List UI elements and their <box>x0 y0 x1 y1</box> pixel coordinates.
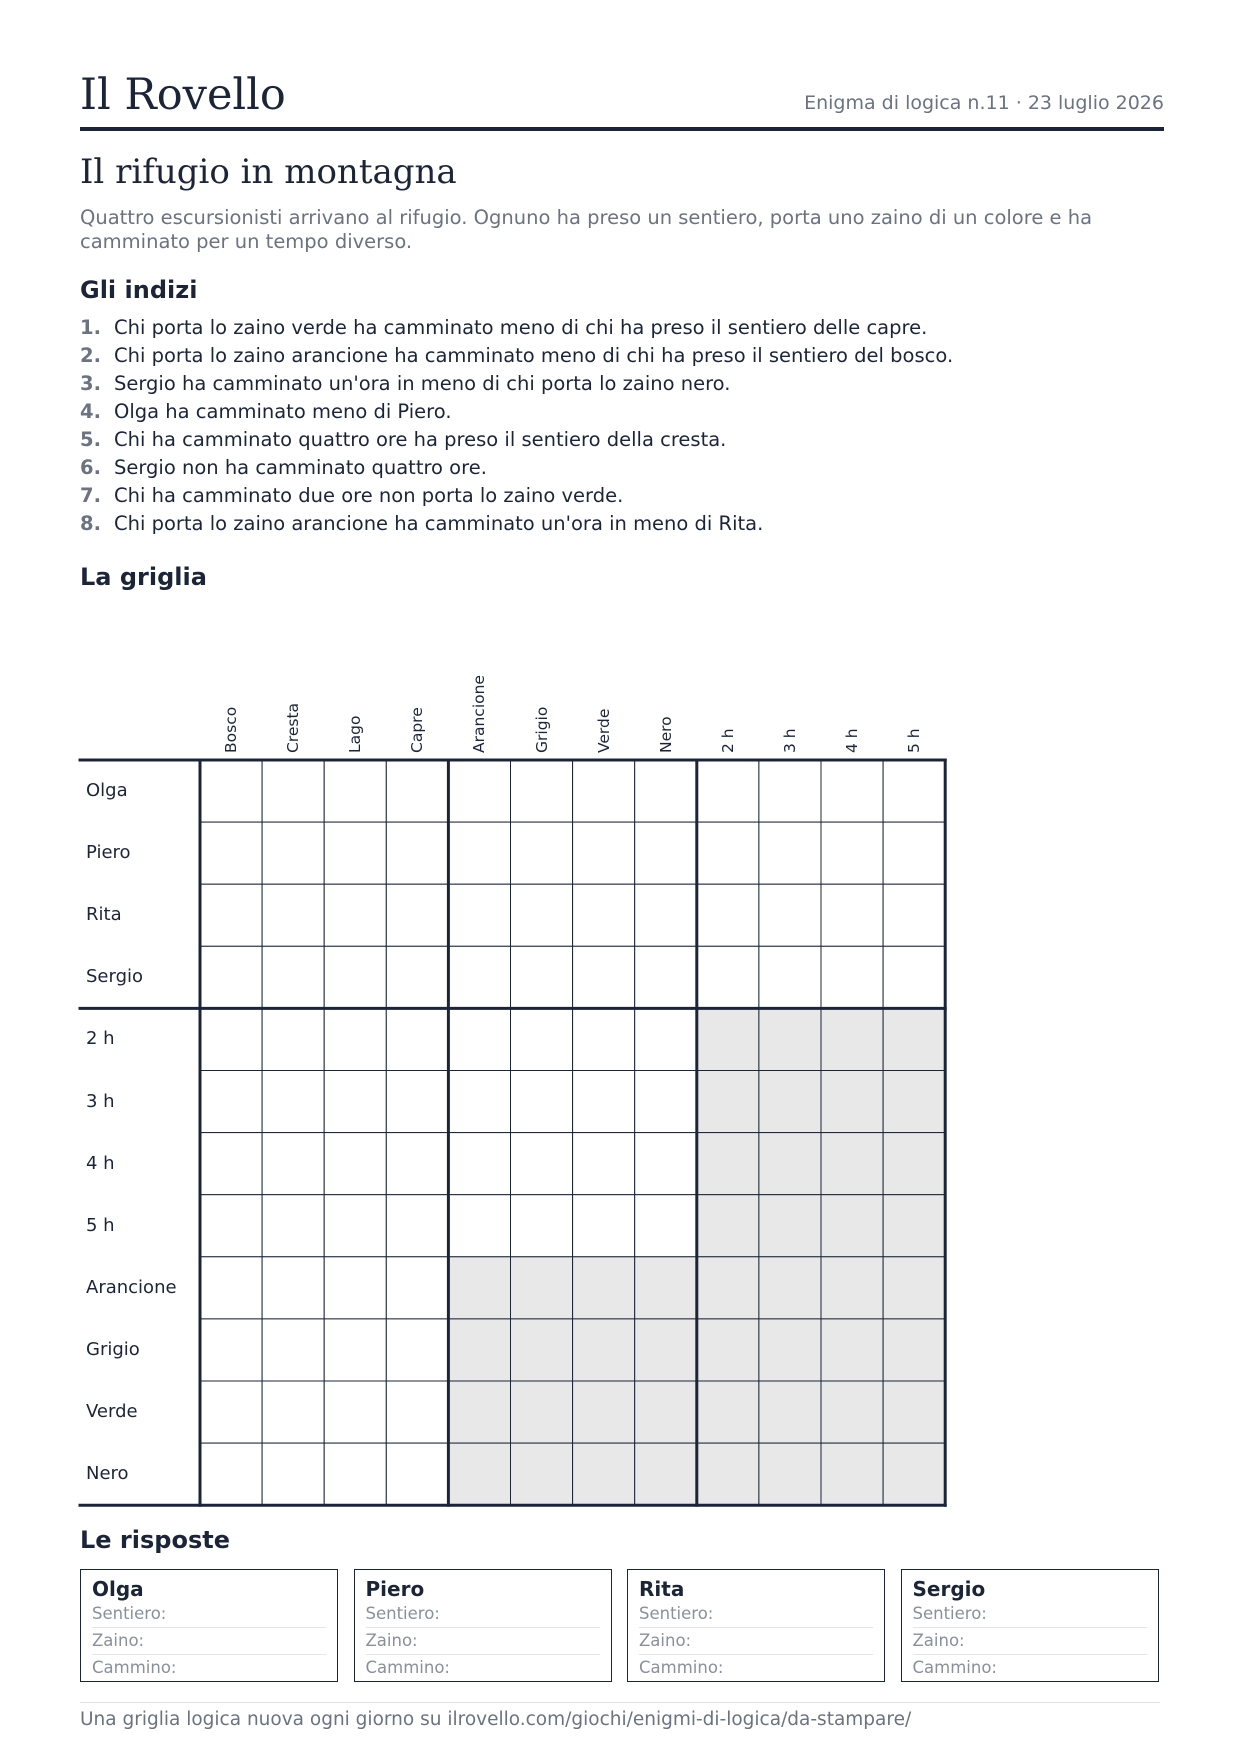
grid-cell[interactable] <box>635 1133 697 1195</box>
answer-card-name: Olga <box>92 1577 144 1601</box>
grid-cell[interactable] <box>200 1071 262 1133</box>
grid-cell-disabled <box>759 1443 821 1505</box>
grid-cell[interactable] <box>386 1071 448 1133</box>
grid-cell-disabled <box>821 1008 883 1070</box>
clue-text: Olga ha camminato meno di Piero. <box>114 400 452 423</box>
grid-cell[interactable] <box>262 1195 324 1257</box>
answer-field[interactable]: Cammino: <box>365 1658 450 1677</box>
grid-column-label: Capre <box>408 707 427 753</box>
grid-row-label: 5 h <box>86 1214 115 1236</box>
grid-cell-disabled <box>635 1381 697 1443</box>
grid-cell-disabled <box>635 1443 697 1505</box>
grid-cell[interactable] <box>324 1071 386 1133</box>
grid-column-label: 2 h <box>718 728 737 753</box>
grid-cell[interactable] <box>697 822 759 884</box>
grid-cell[interactable] <box>573 1071 635 1133</box>
answer-field[interactable]: Sentiero: <box>639 1601 873 1628</box>
grid-column-header <box>200 635 262 755</box>
grid-cell[interactable] <box>573 1008 635 1070</box>
grid-cell-disabled <box>635 1257 697 1319</box>
answer-cards <box>80 1569 1160 1685</box>
clue-number: 1. <box>80 316 101 339</box>
grid-cell-disabled <box>759 1133 821 1195</box>
clue-text: Chi porta lo zaino arancione ha camminato meno di chi ha preso il sentiero del bosco. <box>114 344 954 367</box>
grid-cell-disabled <box>821 1195 883 1257</box>
grid-cell[interactable] <box>511 1195 573 1257</box>
grid-row-label: Arancione <box>86 1276 177 1298</box>
answer-field[interactable]: Sentiero: <box>913 1601 1147 1628</box>
grid-cell[interactable] <box>821 884 883 946</box>
grid-column-header <box>821 635 883 755</box>
grid-cell-disabled <box>759 1071 821 1133</box>
grid-row-label: 4 h <box>86 1152 115 1174</box>
answer-field[interactable]: Cammino: <box>639 1658 724 1677</box>
grid-cell[interactable] <box>448 946 510 1008</box>
grid-cell[interactable] <box>448 822 510 884</box>
clue-number: 3. <box>80 372 101 395</box>
grid-cell[interactable] <box>200 884 262 946</box>
grid-cell[interactable] <box>200 946 262 1008</box>
grid-cell[interactable] <box>759 884 821 946</box>
grid-cell[interactable] <box>635 760 697 822</box>
grid-cell-disabled <box>573 1257 635 1319</box>
grid-cell[interactable] <box>386 1195 448 1257</box>
clue-text: Sergio ha camminato un'ora in meno di chi porta lo zaino nero. <box>114 372 731 395</box>
grid-cell-disabled <box>573 1443 635 1505</box>
clue-number: 4. <box>80 400 101 423</box>
answer-card-name: Rita <box>639 1577 685 1601</box>
grid-cell[interactable] <box>200 1133 262 1195</box>
grid-row-label: 3 h <box>86 1090 115 1112</box>
grid-cell[interactable] <box>697 760 759 822</box>
clue-number: 2. <box>80 344 101 367</box>
grid-cell-disabled <box>883 1381 945 1443</box>
grid-cell-disabled <box>697 1195 759 1257</box>
footer-text: Una griglia logica nuova ogni giorno su ilrovello.com/giochi/enigmi-di-logica/da-stampare/ <box>80 1709 912 1730</box>
grid-cell-disabled <box>448 1381 510 1443</box>
grid-cell-disabled <box>697 1133 759 1195</box>
grid-cell[interactable] <box>200 1195 262 1257</box>
grid-row-label: Grigio <box>86 1338 140 1360</box>
clue-number: 5. <box>80 428 101 451</box>
grid-row-label: Olga <box>86 780 128 801</box>
answer-field[interactable]: Zaino: <box>639 1628 873 1655</box>
grid-cell[interactable] <box>200 1443 262 1505</box>
grid-cell[interactable] <box>573 822 635 884</box>
grid-cell[interactable] <box>635 1071 697 1133</box>
grid-cell[interactable] <box>635 946 697 1008</box>
grid-cell[interactable] <box>262 946 324 1008</box>
grid-cell-disabled <box>635 1319 697 1381</box>
grid-cell[interactable] <box>324 1133 386 1195</box>
grid-cell[interactable] <box>511 822 573 884</box>
grid-row-label: Piero <box>86 842 131 864</box>
grid-cell[interactable] <box>883 822 945 884</box>
grid-cell-disabled <box>573 1319 635 1381</box>
grid-column-header <box>635 635 697 755</box>
grid-cell-disabled <box>697 1257 759 1319</box>
grid-cell[interactable] <box>883 884 945 946</box>
grid-cell[interactable] <box>200 1008 262 1070</box>
answer-card <box>901 1569 1159 1682</box>
answer-card <box>627 1569 885 1682</box>
answer-field[interactable]: Sentiero: <box>92 1601 326 1628</box>
grid-column-header <box>573 635 635 755</box>
grid-cell[interactable] <box>821 822 883 884</box>
grid-cell[interactable] <box>262 1008 324 1070</box>
grid-column-label: Lago <box>346 715 365 753</box>
clues-heading: Gli indizi <box>80 276 198 304</box>
grid-cell[interactable] <box>448 760 510 822</box>
grid-cell[interactable] <box>386 1257 448 1319</box>
grid-column-label: Grigio <box>532 706 551 753</box>
grid-cell-disabled <box>821 1257 883 1319</box>
grid-cell[interactable] <box>262 1071 324 1133</box>
grid-cell[interactable] <box>573 760 635 822</box>
grid-cell[interactable] <box>324 1008 386 1070</box>
grid-cell[interactable] <box>635 822 697 884</box>
grid-cell[interactable] <box>448 884 510 946</box>
clue-text: Chi ha camminato quattro ore ha preso il sentiero della cresta. <box>114 428 727 451</box>
grid-cell[interactable] <box>324 1257 386 1319</box>
clue-number: 8. <box>80 512 101 535</box>
grid-cell[interactable] <box>573 946 635 1008</box>
grid-column-header <box>386 635 448 755</box>
puzzle-title: Il rifugio in montagna <box>80 152 457 192</box>
grid-column-label: Verde <box>594 708 613 753</box>
grid-cell-disabled <box>511 1319 573 1381</box>
footer-rule <box>80 1702 1160 1703</box>
grid-cell-disabled <box>759 1195 821 1257</box>
grid-cell-disabled <box>759 1381 821 1443</box>
grid-cell-disabled <box>821 1443 883 1505</box>
grid-cell[interactable] <box>200 822 262 884</box>
grid-cell[interactable] <box>697 884 759 946</box>
clue-number: 7. <box>80 484 101 507</box>
grid-cell[interactable] <box>262 1443 324 1505</box>
grid-cell-disabled <box>883 1008 945 1070</box>
answers-heading: Le risposte <box>80 1526 230 1554</box>
grid-cell[interactable] <box>386 1008 448 1070</box>
grid-cell-disabled <box>883 1443 945 1505</box>
grid-cell[interactable] <box>883 760 945 822</box>
grid-cell[interactable] <box>511 946 573 1008</box>
grid-cell[interactable] <box>759 760 821 822</box>
grid-row-label: Sergio <box>86 966 144 988</box>
grid-cell[interactable] <box>448 1008 510 1070</box>
grid-column-label: Bosco <box>222 706 240 753</box>
grid-cell[interactable] <box>262 760 324 822</box>
answer-card-name: Piero <box>365 1577 425 1601</box>
grid-cell[interactable] <box>759 946 821 1008</box>
grid-column-header <box>262 635 324 755</box>
answer-field[interactable]: Sentiero: <box>366 1601 600 1628</box>
grid-cell-disabled <box>821 1071 883 1133</box>
grid-cell-disabled <box>759 1008 821 1070</box>
grid-cell-disabled <box>883 1071 945 1133</box>
grid-cell[interactable] <box>635 1008 697 1070</box>
grid-cell[interactable] <box>511 1008 573 1070</box>
grid-cell[interactable] <box>511 1071 573 1133</box>
grid-cell[interactable] <box>200 1257 262 1319</box>
grid-cell[interactable] <box>759 822 821 884</box>
grid-cell[interactable] <box>573 1133 635 1195</box>
grid-cell[interactable] <box>573 1195 635 1257</box>
grid-cell-disabled <box>697 1381 759 1443</box>
grid-cell-disabled <box>759 1257 821 1319</box>
grid-cell[interactable] <box>324 1319 386 1381</box>
grid-row-label: Nero <box>86 1463 129 1485</box>
answer-field[interactable]: Zaino: <box>92 1628 326 1655</box>
grid-cell[interactable] <box>386 1381 448 1443</box>
answer-card-name: Sergio <box>912 1577 986 1601</box>
clue-text: Chi ha camminato due ore non porta lo zaino verde. <box>114 484 624 507</box>
grid-cell[interactable] <box>511 884 573 946</box>
grid-cell-disabled <box>883 1319 945 1381</box>
grid-cell[interactable] <box>324 1443 386 1505</box>
answer-field[interactable]: Zaino: <box>913 1628 1147 1655</box>
grid-cell-disabled <box>821 1319 883 1381</box>
grid-column-label: 3 h <box>780 728 799 753</box>
answer-field[interactable]: Cammino: <box>92 1658 177 1677</box>
grid-column-label: 4 h <box>843 728 861 753</box>
grid-cell[interactable] <box>386 884 448 946</box>
clue-text: Chi porta lo zaino verde ha camminato meno di chi ha preso il sentiero delle capre. <box>114 316 928 339</box>
grid-column-label: Cresta <box>284 702 303 753</box>
grid-cell-disabled <box>697 1319 759 1381</box>
grid-cell-disabled <box>573 1381 635 1443</box>
grid-cell-disabled <box>511 1443 573 1505</box>
clue-number: 6. <box>80 456 101 479</box>
answer-field[interactable]: Zaino: <box>366 1628 600 1655</box>
grid-cell[interactable] <box>386 760 448 822</box>
grid-cell[interactable] <box>200 760 262 822</box>
grid-cell-disabled <box>883 1133 945 1195</box>
grid-column-header <box>759 635 821 755</box>
grid-cell-disabled <box>883 1195 945 1257</box>
grid-column-label: Arancione <box>470 675 489 753</box>
grid-cell[interactable] <box>200 1319 262 1381</box>
grid-cell[interactable] <box>635 884 697 946</box>
grid-cell[interactable] <box>262 1257 324 1319</box>
grid-column-header <box>324 635 386 755</box>
grid-cell-disabled <box>697 1071 759 1133</box>
grid-cell-disabled <box>448 1257 510 1319</box>
grid-row-label: Verde <box>86 1401 138 1422</box>
grid-cell-disabled <box>511 1257 573 1319</box>
grid-cell[interactable] <box>324 760 386 822</box>
grid-cell-disabled <box>697 1008 759 1070</box>
grid-cell[interactable] <box>386 946 448 1008</box>
masthead-title: Il Rovello <box>80 70 286 120</box>
answer-field[interactable]: Cammino: <box>912 1658 997 1677</box>
grid-cell[interactable] <box>262 1381 324 1443</box>
grid-cell[interactable] <box>324 946 386 1008</box>
grid-cell[interactable] <box>386 1133 448 1195</box>
grid-cell[interactable] <box>448 1133 510 1195</box>
grid-cell[interactable] <box>821 760 883 822</box>
grid-cell[interactable] <box>511 1133 573 1195</box>
grid-cell[interactable] <box>386 1443 448 1505</box>
grid-cell[interactable] <box>511 760 573 822</box>
puzzle-intro: Quattro escursionisti arrivano al rifugio. Ognuno ha preso un sentiero, porta uno zaino di un colore e ha camminato per un tempo diverso. <box>80 206 1093 253</box>
clue-text: Sergio non ha camminato quattro ore. <box>114 456 487 479</box>
grid-cell[interactable] <box>324 822 386 884</box>
grid-cell-disabled <box>821 1381 883 1443</box>
clue-text: Chi porta lo zaino arancione ha camminato un'ora in meno di Rita. <box>114 512 764 535</box>
grid-cell[interactable] <box>262 1319 324 1381</box>
grid-cell[interactable] <box>635 1195 697 1257</box>
answer-card <box>80 1569 338 1682</box>
grid-cell[interactable] <box>386 1319 448 1381</box>
grid-cell-disabled <box>448 1443 510 1505</box>
grid-cell-disabled <box>511 1381 573 1443</box>
grid-cell[interactable] <box>324 1195 386 1257</box>
grid-cell[interactable] <box>386 822 448 884</box>
grid-column-header <box>883 635 945 755</box>
puzzle-issue-date: Enigma di logica n.11 · 23 luglio 2026 <box>804 92 1164 114</box>
grid-cell[interactable] <box>821 946 883 1008</box>
grid-row-label: 2 h <box>86 1028 115 1050</box>
grid-cell[interactable] <box>262 884 324 946</box>
grid-cell[interactable] <box>697 946 759 1008</box>
grid-cell[interactable] <box>573 884 635 946</box>
grid-column-header <box>448 635 510 755</box>
grid-cell-disabled <box>883 1257 945 1319</box>
grid-cell[interactable] <box>324 884 386 946</box>
grid-heading: La griglia <box>80 563 207 591</box>
grid-column-header <box>511 635 573 755</box>
grid-cell[interactable] <box>883 946 945 1008</box>
grid-cell[interactable] <box>262 1133 324 1195</box>
grid-cell[interactable] <box>448 1071 510 1133</box>
grid-cell[interactable] <box>262 822 324 884</box>
grid-cell-disabled <box>697 1443 759 1505</box>
answer-card <box>354 1569 612 1682</box>
grid-cell-disabled <box>821 1133 883 1195</box>
grid-column-header <box>697 635 759 755</box>
grid-cell-disabled <box>759 1319 821 1381</box>
grid-cell[interactable] <box>200 1381 262 1443</box>
grid-cell[interactable] <box>448 1195 510 1257</box>
grid-column-label: Nero <box>656 716 675 753</box>
grid-cell-disabled <box>448 1319 510 1381</box>
grid-column-label: 5 h <box>905 728 924 753</box>
grid-cell[interactable] <box>324 1381 386 1443</box>
grid-row-label: Rita <box>86 904 122 926</box>
